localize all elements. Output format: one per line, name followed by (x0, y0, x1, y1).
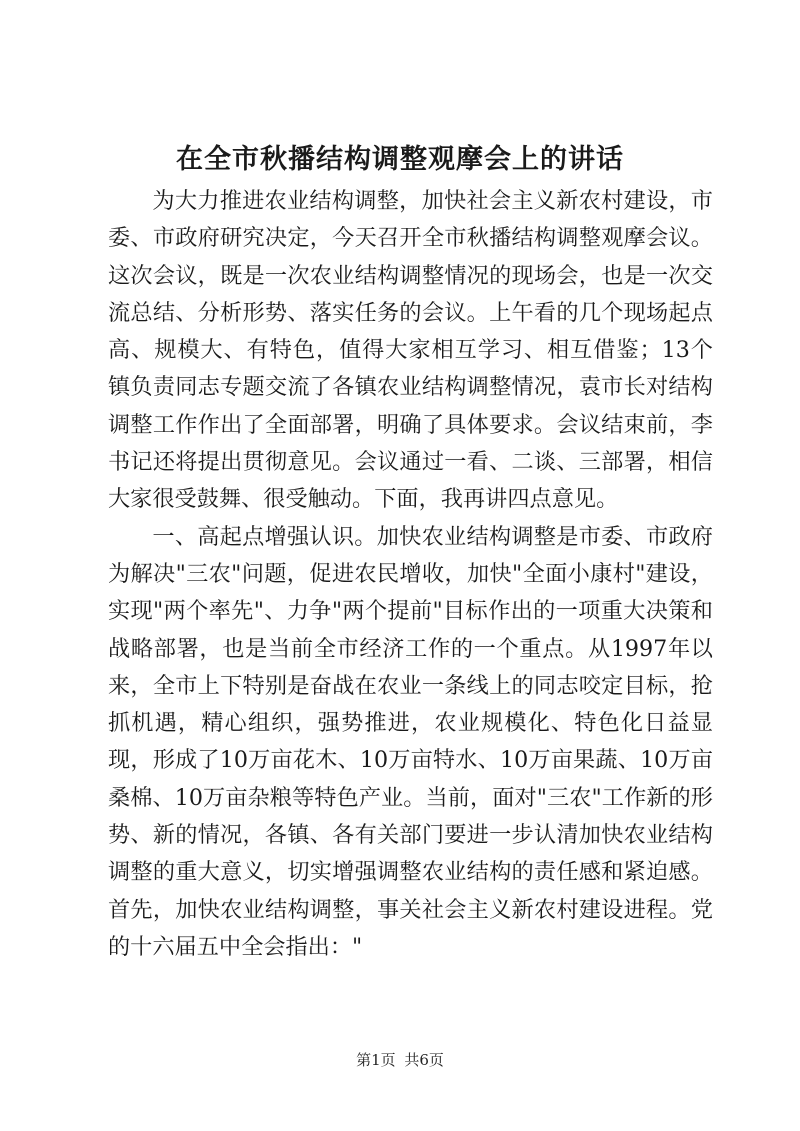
page-footer (0, 1050, 800, 1070)
document-body (108, 183, 713, 966)
document-title: 在全市秋播结构调整观摩会上的讲话 (176, 144, 624, 175)
paragraph-section-one: 一、高起点增强认识。加快农业结构调整是市委、市政府为解决"三农"问题，促进农民增收，加快"全面小康村"建设，实现"两个率先"、力争"两个提前"目标作出的一项重大决策和战略部署，也是当前全市经济工作的一个重点。从1997年以来，全市上下特别是奋战在农业一条线上的同志咬定目标，抢抓机遇，精心组织，强势推进，农业规模化、特色化日益显现，形成了10万亩花木、10万亩特水、10万亩果蔬、10万亩桑棉、10万亩杂粮等特色产业。当前，面对"三农"工作新的形势、新的情况，各镇、各有关部门要进一步认清加快农业结构调整的重大意义，切实增强调整农业结构的责任感和紧迫感。首先，加快农业结构调整，事关社会主义新农村建设进程。党的十六届五中全会指出：" (108, 523, 713, 960)
page-total: 共6页 (404, 1051, 444, 1069)
paragraph-intro: 为大力推进农业结构调整，加快社会主义新农村建设，市委、市政府研究决定，今天召开全市秋播结构调整观摩会议。这次会议，既是一次农业结构调整情况的现场会，也是一次交流总结、分析形势、落实任务的会议。上午看的几个现场起点高、规模大、有特色，值得大家相互学习、相互借鉴；13个镇负责同志专题交流了各镇农业结构调整情况，袁市长对结构调整工作作出了全面部署，明确了具体要求。会议结束前，李书记还将提出贯彻意见。会议通过一看、二谈、三部署，相信大家很受鼓舞、很受触动。下面，我再讲四点意见。 (108, 188, 713, 513)
page-number: 第1页 (356, 1051, 396, 1069)
